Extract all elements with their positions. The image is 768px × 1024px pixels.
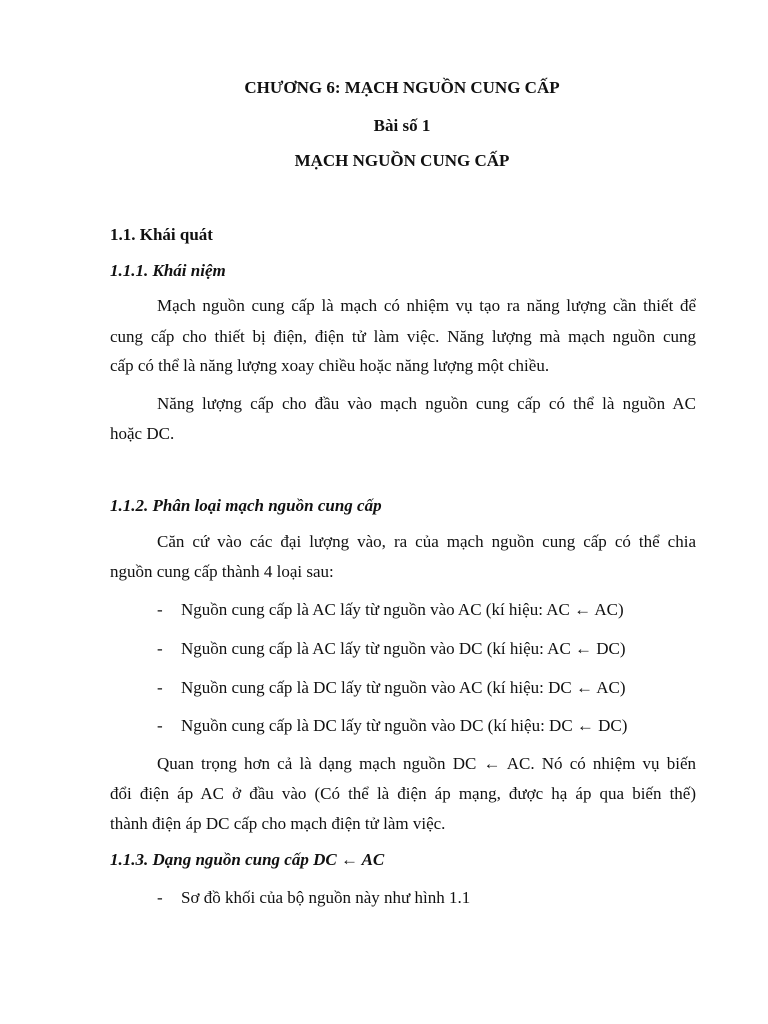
- list-item: Sơ đồ khối của bộ nguồn này như hình 1.1: [181, 888, 471, 907]
- bullet-dash: -: [157, 600, 163, 619]
- paragraph-line: Quan trọng hơn cả là dạng mạch nguồn DC ← AC. Nó có nhiệm vụ biến: [157, 754, 696, 773]
- list-item: Nguồn cung cấp là DC lấy từ nguồn vào AC (kí hiệu: DC ← AC): [181, 678, 626, 697]
- list-item: Nguồn cung cấp là AC lấy từ nguồn vào DC (kí hiệu: AC ← DC): [181, 639, 626, 658]
- bullet-dash: -: [157, 639, 163, 658]
- paragraph-line: hoặc DC.: [110, 424, 175, 443]
- paragraph-line: nguồn cung cấp thành 4 loại sau:: [110, 562, 334, 581]
- chapter-title: CHƯƠNG 6: MẠCH NGUỒN CUNG CẤP: [244, 78, 560, 97]
- paragraph-line: đổi điện áp AC ở đầu vào (Có thể là điện áp mạng, được hạ áp qua biến thế): [110, 784, 696, 803]
- paragraph-line: thành điện áp DC cấp cho mạch điện tử làm việc.: [110, 814, 446, 833]
- section-heading-1-1: 1.1. Khái quát: [110, 225, 213, 244]
- section-heading-1-1-3: 1.1.3. Dạng nguồn cung cấp DC ← AC: [110, 850, 385, 869]
- bullet-dash: -: [157, 888, 163, 907]
- list-item: Nguồn cung cấp là AC lấy từ nguồn vào AC (kí hiệu: AC ← AC): [181, 600, 624, 619]
- paragraph-line: Căn cứ vào các đại lượng vào, ra của mạch nguồn cung cấp có thể chia: [157, 532, 696, 551]
- section-heading-1-1-1: 1.1.1. Khái niệm: [110, 261, 226, 280]
- lesson-title: MẠCH NGUỒN CUNG CẤP: [294, 151, 510, 170]
- section-heading-1-1-2: 1.1.2. Phân loại mạch nguồn cung cấp: [110, 496, 382, 515]
- paragraph-line: cấp có thể là năng lượng xoay chiều hoặc năng lượng một chiều.: [110, 356, 550, 375]
- paragraph-line: cung cấp cho thiết bị điện, điện tử làm việc. Năng lượng mà mạch nguồn cung: [110, 327, 696, 346]
- bullet-dash: -: [157, 716, 163, 735]
- paragraph-line: Mạch nguồn cung cấp là mạch có nhiệm vụ tạo ra năng lượng cần thiết để: [157, 296, 696, 315]
- list-item: Nguồn cung cấp là DC lấy từ nguồn vào DC (kí hiệu: DC ← DC): [181, 716, 628, 735]
- bullet-dash: -: [157, 678, 163, 697]
- paragraph-line: Năng lượng cấp cho đầu vào mạch nguồn cung cấp có thể là nguồn AC: [157, 394, 696, 413]
- lesson-number: Bài số 1: [373, 116, 431, 135]
